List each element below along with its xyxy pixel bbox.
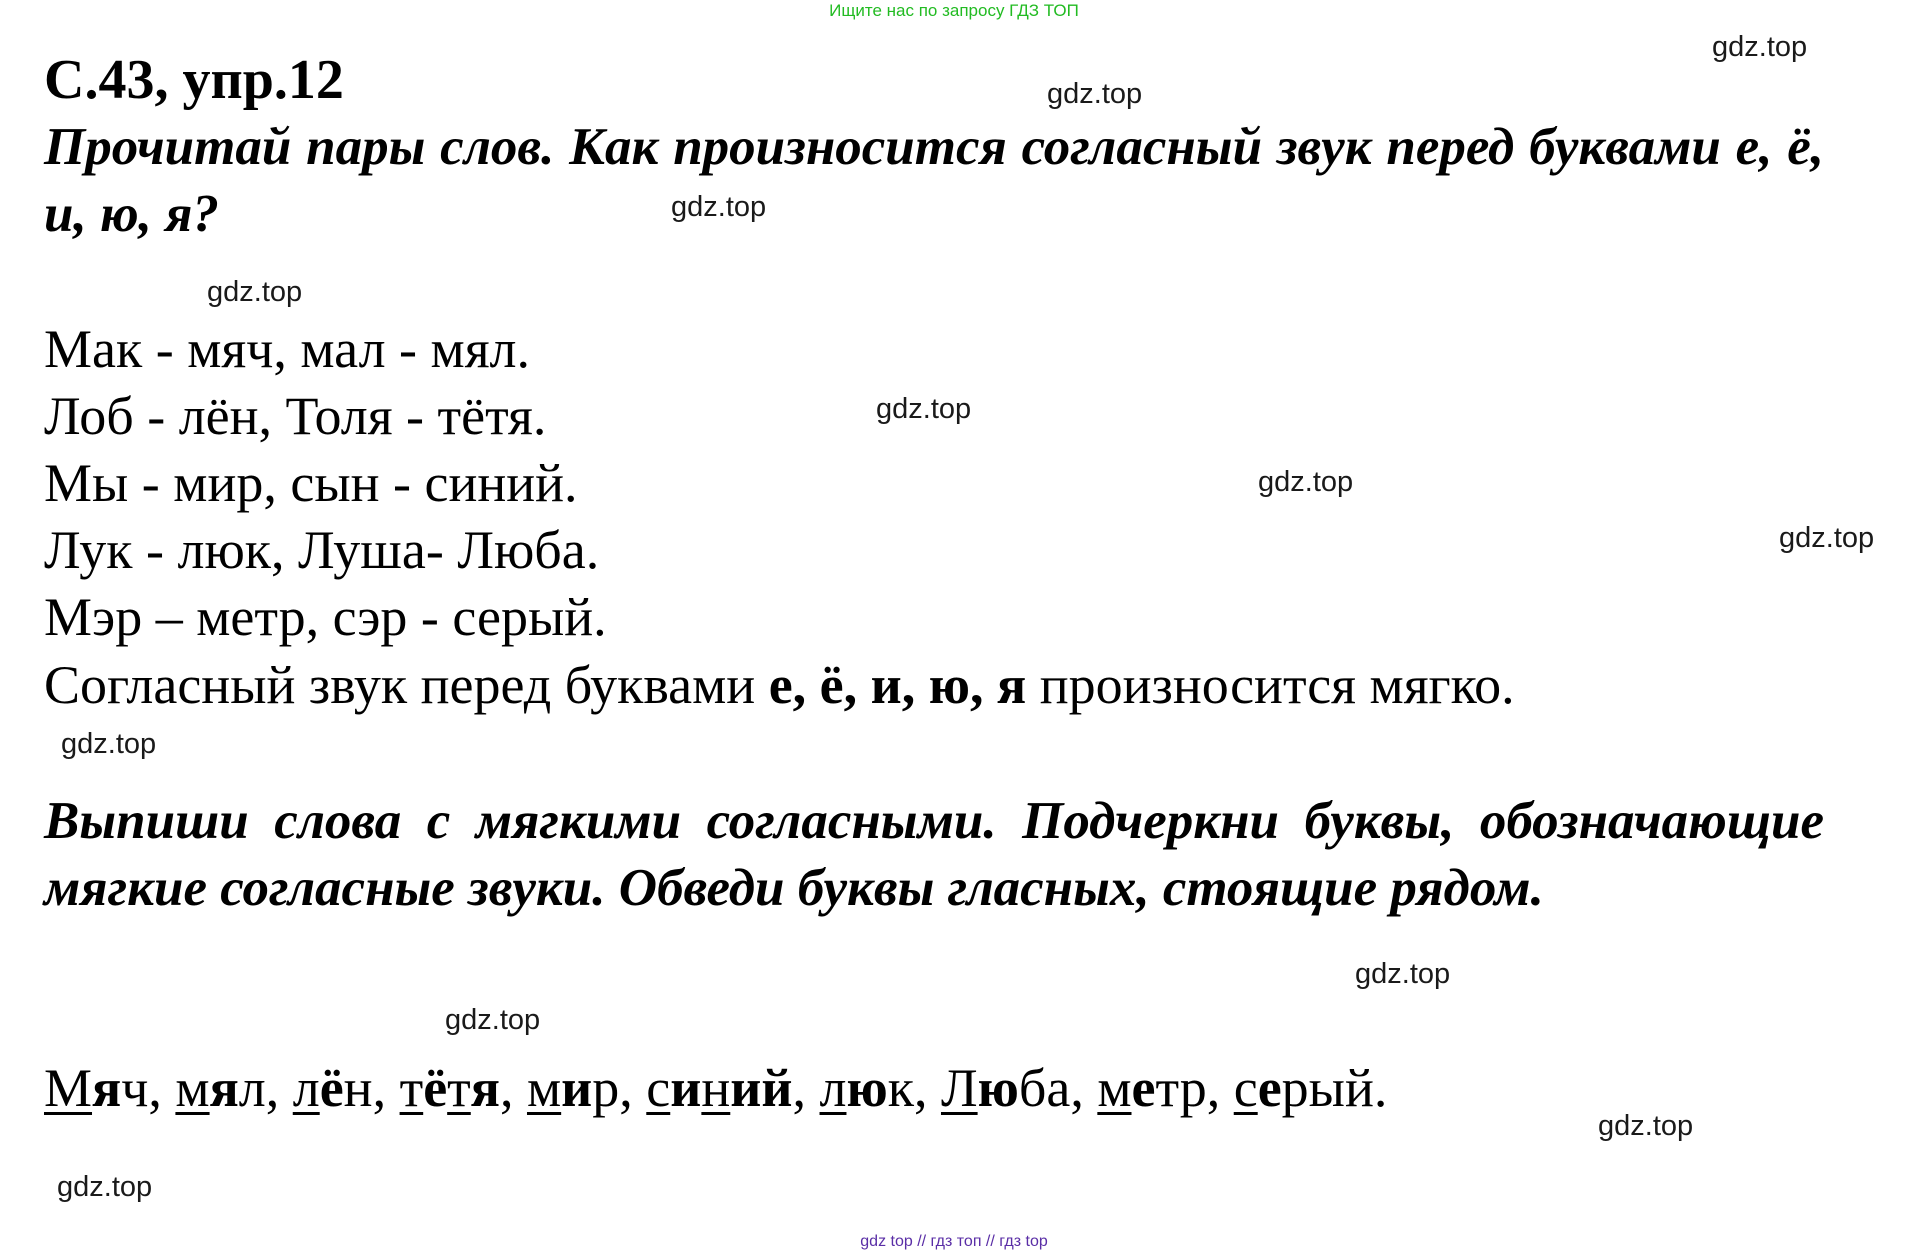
- answer-word: [820, 1058, 914, 1118]
- letter: ба: [1018, 1058, 1071, 1118]
- answer-separator: ,: [499, 1058, 527, 1118]
- vowel-letter: ё: [319, 1058, 344, 1118]
- answer-separator: ,: [913, 1058, 941, 1118]
- watermark: gdz.top: [671, 191, 767, 223]
- word-pair-line: Мэр – метр, сэр - серый.: [44, 587, 607, 647]
- letter: ч: [121, 1058, 149, 1118]
- vowel-letter: е: [1131, 1058, 1156, 1118]
- underlined-consonant: т: [447, 1058, 471, 1118]
- watermark: gdz.top: [1258, 466, 1354, 498]
- conclusion-before: Согласный звук перед буквами: [44, 655, 769, 715]
- watermark: gdz.top: [1355, 958, 1451, 990]
- vowel-letter: я: [470, 1058, 500, 1118]
- letter: л: [238, 1058, 266, 1118]
- word-pair-line: Лук - люк, Луша- Люба.: [44, 520, 600, 580]
- underlined-consonant: н: [701, 1058, 731, 1118]
- underlined-consonant: т: [399, 1058, 424, 1118]
- underlined-consonant: с: [1233, 1058, 1258, 1118]
- watermark: gdz.top: [1779, 522, 1875, 554]
- vowel-letter: я: [92, 1058, 122, 1118]
- answer-separator: ,: [1070, 1058, 1098, 1118]
- letter: р: [592, 1058, 620, 1118]
- underlined-consonant: м: [526, 1058, 562, 1118]
- answer-separator: ,: [265, 1058, 293, 1118]
- vowel-letter: ё: [423, 1058, 448, 1118]
- underlined-consonant: л: [819, 1058, 847, 1118]
- task-instruction-1: Прочитай пары слов. Как произносится согласный звук перед буквами е, ё, и, ю, я?: [44, 118, 1824, 243]
- letter: тр: [1155, 1058, 1207, 1118]
- watermark: gdz.top: [57, 1171, 153, 1203]
- answer-separator: ,: [1206, 1058, 1234, 1118]
- word-pair-line: Мак - мяч, мал - мял.: [44, 319, 530, 379]
- answer-word: [1097, 1058, 1206, 1118]
- underlined-consonant: с: [646, 1058, 671, 1118]
- watermark: gdz.top: [876, 393, 972, 425]
- underlined-consonant: л: [292, 1058, 320, 1118]
- underlined-consonant: М: [44, 1058, 93, 1118]
- vowel-letter: и: [670, 1058, 702, 1118]
- watermark: gdz.top: [1598, 1110, 1694, 1142]
- answer-separator: .: [1373, 1058, 1388, 1118]
- vowel-letter: ю: [977, 1058, 1019, 1118]
- conclusion-after: произносится мягко.: [1026, 655, 1515, 715]
- answer-word: [1234, 1058, 1374, 1118]
- answer-separator: ,: [619, 1058, 647, 1118]
- answer-word: [646, 1058, 792, 1118]
- watermark: gdz.top: [61, 728, 157, 760]
- bottom-banner: gdz top // гдз топ // гдз top: [860, 1233, 1048, 1250]
- underlined-consonant: Л: [940, 1058, 978, 1118]
- vowel-letter: я: [209, 1058, 239, 1118]
- answer-separator: ,: [792, 1058, 820, 1118]
- answer-line: [44, 1055, 1387, 1122]
- top-banner: Ищите нас по запросу ГДЗ ТОП: [829, 1, 1079, 20]
- answer-word: [527, 1058, 619, 1118]
- word-pair-line: Мы - мир, сын - синий.: [44, 453, 578, 513]
- watermark: gdz.top: [1047, 78, 1143, 110]
- conclusion-text: [44, 652, 1515, 719]
- vowel-letter: е: [1257, 1058, 1282, 1118]
- watermark: gdz.top: [1712, 31, 1808, 63]
- answer-word: [293, 1058, 373, 1118]
- word-pair-line: Лоб - лён, Толя - тётя.: [44, 386, 547, 446]
- answer-separator: ,: [148, 1058, 176, 1118]
- page-title: С.43, упр.12: [44, 49, 344, 111]
- word-pairs: [44, 316, 607, 651]
- watermark: gdz.top: [207, 276, 303, 308]
- vowel-letter: ю: [846, 1058, 888, 1118]
- letter: к: [887, 1058, 914, 1118]
- conclusion-letters: е, ё, и, ю, я: [768, 655, 1027, 715]
- watermark: gdz.top: [445, 1004, 541, 1036]
- underlined-consonant: м: [175, 1058, 210, 1118]
- answer-word: [400, 1058, 500, 1118]
- vowel-letter: ий: [730, 1058, 793, 1118]
- task-instruction-2: Выпиши слова с мягкими согласными. Подчеркни буквы, обозначающие мягкие согласные звуки. Обведи буквы гласных, стоящие рядом.: [44, 792, 1824, 917]
- letter: рый: [1281, 1058, 1374, 1118]
- answer-word: [44, 1058, 148, 1118]
- letter: н: [343, 1058, 373, 1118]
- vowel-letter: и: [561, 1058, 593, 1118]
- answer-separator: ,: [372, 1058, 400, 1118]
- answer-word: [941, 1058, 1070, 1118]
- underlined-consonant: м: [1097, 1058, 1132, 1118]
- answer-word: [175, 1058, 265, 1118]
